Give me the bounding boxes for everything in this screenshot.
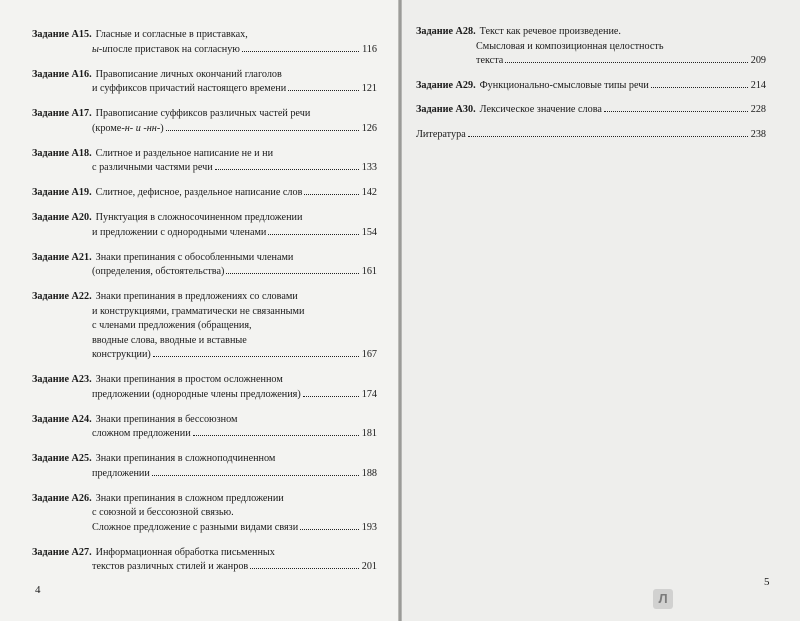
toc-entry-continuation [32, 348, 377, 363]
toc-page-number: 214 [750, 79, 766, 91]
toc-entry-title: Текст как речевое произведение. [479, 26, 621, 37]
toc-entry-heading [416, 79, 766, 94]
toc-entry-continuation [32, 560, 377, 575]
dot-leader [604, 111, 748, 112]
dot-leader [166, 130, 359, 131]
dot-leader [226, 273, 359, 274]
toc-entry-title: Знаки препинания в предложениях со словами [95, 291, 298, 302]
toc-entry-continuation [32, 305, 377, 320]
toc-list-right [416, 25, 766, 152]
dot-leader [304, 194, 359, 195]
toc-list-left [32, 28, 377, 585]
toc-text: ) [160, 122, 164, 134]
toc-page-number: 121 [361, 83, 377, 94]
toc-entry-continuation [32, 226, 377, 241]
dot-leader [193, 435, 359, 436]
toc-entry-title: Правописание личных окончаний глаголов [95, 68, 282, 80]
toc-entry [32, 186, 377, 201]
toc-text: Сложное предложение с разными видами связи [92, 521, 299, 533]
toc-text: с различными частями речи [92, 162, 213, 173]
toc-text: текста [476, 55, 504, 66]
toc-entry-continuation [32, 43, 377, 58]
toc-text: предложении (однородные члены предложения) [92, 388, 301, 400]
toc-page-number: 201 [361, 561, 377, 572]
toc-entry-continuation [32, 388, 377, 403]
toc-entry-heading [416, 128, 766, 143]
toc-entry [416, 25, 766, 69]
toc-entry-heading [32, 68, 377, 83]
toc-page-number: 228 [750, 104, 766, 115]
toc-entry-label: Задание А30. [416, 104, 476, 115]
dot-leader [250, 568, 359, 569]
toc-entry-title: Знаки препинания в простом осложненном [95, 374, 283, 385]
page-number-left: 4 [35, 584, 41, 596]
toc-entry-heading [32, 373, 377, 388]
toc-entry-heading [32, 211, 377, 226]
toc-entry-label: Задание А22. [32, 291, 92, 302]
toc-entry-continuation [32, 521, 377, 536]
toc-page-number: 167 [361, 349, 377, 360]
toc-text: текстов различных стилей и жанров [92, 561, 249, 572]
toc-entry-title: Пунктуация в сложносочиненном предложении [95, 212, 303, 223]
toc-entry-label: Задание А28. [416, 26, 476, 37]
toc-text: (кроме [92, 122, 122, 134]
toc-entry-label: Задание А29. [416, 79, 476, 91]
dot-leader [651, 87, 748, 88]
toc-entry-continuation [32, 319, 377, 334]
toc-entry-title: Знаки препинания в сложном предложении [95, 492, 284, 504]
toc-page-number: 126 [361, 122, 377, 134]
toc-entry-title: Слитное и раздельное написание не и ни [95, 147, 274, 159]
dot-leader [505, 62, 748, 63]
toc-entry-heading [32, 28, 377, 43]
toc-entry-continuation [32, 82, 377, 97]
toc-entry-title: Информационная обработка письменных [95, 546, 275, 558]
toc-entry-continuation [32, 334, 377, 349]
dot-leader [288, 90, 359, 91]
dot-leader [152, 475, 359, 476]
left-page [0, 0, 398, 621]
toc-text: конструкции) [92, 349, 151, 360]
toc-entry-label: Задание А21. [32, 251, 92, 263]
toc-entry-title: Правописание суффиксов различных частей речи [95, 108, 311, 119]
toc-entry-continuation [32, 122, 377, 137]
toc-entry-label: Задание А27. [32, 546, 92, 558]
toc-text: Смысловая и композиционная целостность [476, 40, 664, 52]
toc-entry-title: Знаки препинания с обособленными членами [95, 251, 294, 263]
toc-entry [32, 452, 377, 481]
toc-page-number: 174 [361, 388, 377, 400]
toc-entry-heading [32, 290, 377, 305]
toc-entry [32, 290, 377, 363]
page-number-right: 5 [764, 576, 770, 588]
toc-page-number: 209 [750, 55, 766, 66]
toc-entry-label: Задание А16. [32, 68, 92, 80]
toc-entry [32, 28, 377, 57]
toc-entry-heading [32, 452, 377, 467]
dot-leader [242, 51, 359, 52]
dot-leader [300, 529, 359, 530]
toc-entry [416, 79, 766, 94]
toc-entry [32, 413, 377, 442]
toc-text: вводные слова, вводные и вставные [92, 334, 247, 346]
toc-entry-label: Задание А23. [32, 374, 92, 385]
toc-entry [32, 373, 377, 402]
toc-entry-title: Функционально-смысловые типы речи [479, 79, 649, 91]
toc-entry-heading [32, 147, 377, 162]
toc-text: и суффиксов причастий настоящего времени [92, 83, 287, 94]
toc-entry [32, 251, 377, 280]
toc-entry [32, 546, 377, 575]
toc-entry-heading [416, 25, 766, 40]
toc-entry [32, 211, 377, 240]
dot-leader [215, 169, 359, 170]
toc-entry-heading [32, 492, 377, 507]
toc-text: (определения, обстоятельства) [92, 266, 225, 277]
toc-page-number: 161 [361, 266, 377, 277]
toc-page-number: 154 [361, 226, 377, 238]
toc-entry-continuation [32, 427, 377, 442]
dot-leader [468, 136, 748, 137]
dot-leader [268, 234, 359, 235]
toc-entry-title: Гласные и согласные в приставках, [95, 29, 248, 40]
toc-entry [32, 492, 377, 536]
toc-entry-label: Задание А18. [32, 147, 92, 159]
toc-text: с членами предложения (обращения, [92, 320, 252, 331]
toc-text: с союзной и бессоюзной связью. [92, 507, 234, 518]
toc-text: и конструкциями, грамматически не связанными [92, 305, 305, 317]
toc-entry-title: Лексическое значение слова [479, 104, 602, 115]
toc-entry-heading [416, 103, 766, 118]
toc-page-number: 133 [361, 162, 377, 173]
toc-entry [32, 68, 377, 97]
toc-entry-heading [32, 107, 377, 122]
toc-entry [416, 128, 766, 143]
toc-entry-heading [32, 251, 377, 266]
toc-entry-title: Знаки препинания в бессоюзном [95, 413, 238, 425]
toc-entry-title: Знаки препинания в сложноподчиненном [95, 453, 276, 464]
toc-page-number: 142 [361, 187, 377, 198]
toc-text: предложении [92, 467, 150, 479]
toc-entry-continuation [416, 54, 766, 69]
toc-entry-continuation [32, 506, 377, 521]
toc-text-italic: ы-и [92, 43, 108, 55]
toc-entry-continuation [32, 467, 377, 482]
dot-leader [153, 356, 359, 357]
toc-page-number: 188 [361, 467, 377, 479]
toc-page-number: 116 [362, 43, 377, 55]
toc-text-italic: -н- и -нн- [121, 122, 161, 134]
toc-page-number: 193 [361, 521, 377, 533]
toc-entry-label: Задание А25. [32, 453, 92, 464]
toc-entry [32, 147, 377, 176]
toc-text: и предложении с однородными членами [92, 226, 267, 238]
toc-entry [416, 103, 766, 118]
toc-entry-title: Литература [416, 128, 466, 140]
dot-leader [303, 396, 359, 397]
toc-entry [32, 107, 377, 136]
toc-page-number: 238 [750, 128, 766, 140]
toc-entry-label: Задание А20. [32, 212, 92, 223]
toc-entry-label: Задание А26. [32, 492, 92, 504]
toc-entry-label: Задание А15. [32, 29, 92, 40]
publisher-logo-icon: Л [653, 589, 673, 609]
toc-entry-label: Задание А17. [32, 108, 92, 119]
toc-text: после приставок на согласную [107, 43, 240, 55]
toc-entry-label: Задание А19. [32, 187, 92, 198]
toc-entry-continuation [32, 161, 377, 176]
toc-entry-title: Слитное, дефисное, раздельное написание слов [95, 187, 303, 198]
toc-text: сложном предложении [92, 428, 191, 439]
toc-entry-heading [32, 186, 377, 201]
right-page [402, 0, 800, 621]
toc-page-number: 181 [361, 428, 377, 439]
toc-entry-heading [32, 413, 377, 428]
toc-entry-continuation [32, 265, 377, 280]
toc-entry-heading [32, 546, 377, 561]
toc-entry-continuation [416, 40, 766, 55]
toc-entry-label: Задание А24. [32, 413, 92, 425]
